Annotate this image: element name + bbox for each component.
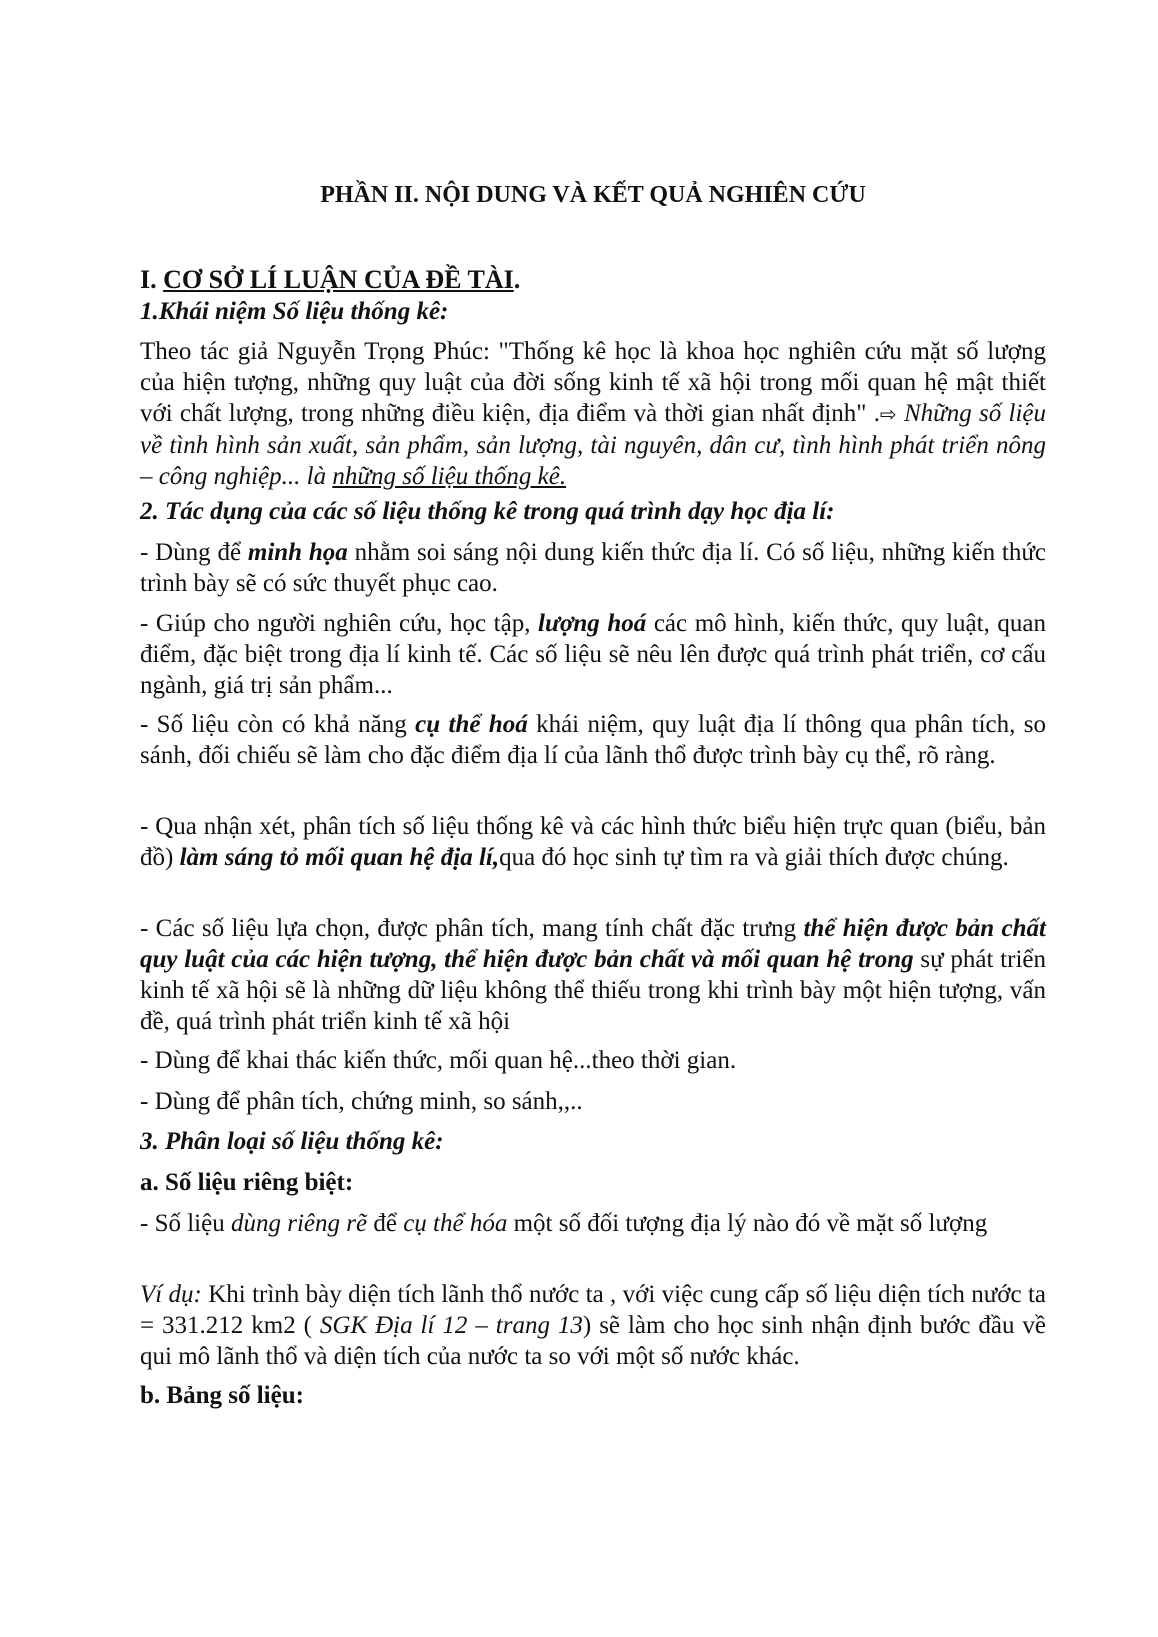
bullet-text: nhằm soi sáng nội dung kiến thức địa lí. Có số liệu, những kiến thức trình bày sẽ có sức thuyết phục cao. (140, 539, 1046, 597)
bullet-text: - Dùng để (140, 539, 248, 566)
bullet-exploit-knowledge: - Dùng để khai thác kiến thức, mối quan hệ...theo thời gian. (140, 1047, 737, 1074)
definition-underline: những số liệu thống kê. (332, 463, 567, 490)
bullet-emphasis: thể hiện được bản chất quy luật của các hiện tượng, thể hiện được bản chất và mối quan hệ trong (140, 915, 1047, 973)
bullet-emphasis: minh họa (247, 539, 348, 566)
example-text: Khi trình bày diện tích lãnh thổ nước ta , với việc cung cấp số liệu diện tích nước ta = 331.212 km2 ( (140, 1281, 1046, 1339)
bullet-text: khái niệm, quy luật địa lí thông qua phân tích, so sánh, đối chiếu sẽ làm cho đặc điểm địa lí của lãnh thổ được trình bày cụ thể, rõ ràng. (140, 711, 1046, 769)
example-text: ) sẽ làm cho học sinh nhận định bước đầu về qui mô lãnh thổ và diện tích của nước ta so với một số nước khác. (140, 1312, 1047, 1370)
subheading-3a: a. Số liệu riêng biệt: (140, 1169, 354, 1196)
paragraph-text: để (367, 1210, 404, 1237)
paragraph-text: một số đối tượng địa lý nào đó về mặt số lượng (507, 1210, 988, 1237)
paragraph-separate-data (140, 1208, 1046, 1239)
bullet-emphasis: làm sáng tỏ mối quan hệ địa lí, (179, 844, 500, 871)
subheading-3b: b. Bảng số liệu: (140, 1382, 304, 1409)
arrow-right-icon: ⇨ (879, 402, 897, 426)
bullet-clarify-relations (140, 811, 1046, 873)
bullet-analyze: - Dùng để phân tích, chứng minh, so sánh,,.. (140, 1088, 583, 1115)
bullet-characteristic-data (140, 913, 1046, 1037)
paragraph-example (140, 1279, 1046, 1372)
definition-text: Theo tác giả Nguyễn Trọng Phúc: "Thống kê học là khoa học nghiên cứu mặt số lượng của hiện tượng, những quy luật của đời sống kinh tế xã hội trong mối quan hệ mật thiết với chất lượng, trong những điều kiện, địa điểm và thời gian nhất định" . (140, 338, 1046, 427)
bullet-emphasis: lượng hoá (538, 610, 647, 637)
bullet-text: - Số liệu còn có khả năng (140, 711, 416, 738)
bullet-quantify (140, 608, 1046, 701)
section-i-prefix: I. (140, 265, 164, 294)
paragraph-italic: cụ thể hóa (403, 1210, 508, 1237)
paragraph-text: - Số liệu (140, 1210, 231, 1237)
page-title: PHẦN II. NỘI DUNG VÀ KẾT QUẢ NGHIÊN CỨU (320, 182, 866, 208)
section-i-heading: CƠ SỞ LÍ LUẬN CỦA ĐỀ TÀI (163, 265, 514, 294)
section-i-suffix: . (513, 265, 521, 294)
example-label: Ví dụ: (140, 1281, 202, 1308)
bullet-emphasis: cụ thể hoá (415, 711, 528, 738)
subheading-2: 2. Tác dụng của các số liệu thống kê trong quá trình dạy học địa lí: (140, 498, 835, 525)
bullet-text: - Giúp cho người nghiên cứu, học tập, (140, 610, 539, 637)
bullet-illustrate (140, 537, 1046, 599)
bullet-text: qua đó học sinh tự tìm ra và giải thích được chúng. (499, 844, 1009, 871)
bullet-text: - Các số liệu lựa chọn, được phân tích, mang tính chất đặc trưng (140, 915, 804, 942)
bullet-text: sự phát triển kinh tế xã hội sẽ là những dữ liệu không thể thiếu trong khi trình bày một hiện tượng, vấn đề, quá trình phát triển kinh tế xã hội (140, 946, 1046, 1035)
bullet-text: - Qua nhận xét, phân tích số liệu thống kê và các hình thức biểu hiện trực quan (biểu, bản đồ) (140, 813, 1046, 871)
section-heading-i (140, 264, 1046, 295)
subheading-3: 3. Phân loại số liệu thống kê: (140, 1128, 444, 1155)
paragraph-definition (140, 336, 1046, 492)
bullet-concretize (140, 709, 1046, 771)
definition-italic: Những số liệu về tình hình sản xuất, sản phẩm, sản lượng, tài nguyên, dân cư, tình hình phát triển nông – công nghiệp... là (140, 400, 1046, 490)
paragraph-italic: dùng riêng rẽ (230, 1210, 368, 1237)
subheading-1: 1.Khái niệm Số liệu thống kê: (140, 298, 449, 325)
bullet-text: các mô hình, kiến thức, quy luật, quan điểm, đặc biệt trong địa lí kinh tế. Các số liệu sẽ nêu lên được quá trình phát triển, cơ cấu ngành, giá trị sản phẩm... (140, 610, 1046, 699)
example-source: SGK Địa lí 12 – trang 13 (319, 1312, 583, 1339)
